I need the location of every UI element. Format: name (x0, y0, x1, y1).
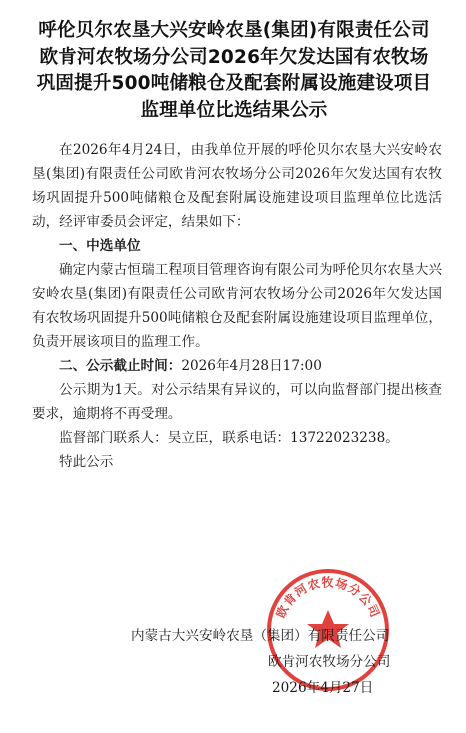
signature-date: 2026年4月27日 (272, 680, 374, 696)
section-1-heading: 一、中选单位 (59, 238, 141, 254)
section-2-paragraph: 公示期为1天。对公示结果有异议的，可以向监督部门提出核查要求，逾期将不再受理。 (32, 382, 442, 422)
signature-organization: 内蒙古大兴安岭农垦（集团）有限责任公司 (131, 628, 390, 644)
closing-line: 特此公示 (59, 454, 114, 470)
document-title: 呼伦贝尔农垦大兴安岭农垦(集团)有限责任公司欧肯河农牧场分公司2026年欠发达国有农牧场巩固提升500吨储粮仓及配套附属设施建设项目监理单位比选结果公示 (36, 20, 432, 121)
document-body (32, 138, 442, 474)
seal-text: 欧肯河农牧场分公司 (273, 575, 383, 621)
intro-paragraph: 在2026年4月24日，由我单位开展的呼伦贝尔农垦大兴安岭农垦(集团)有限责任公司欧肯河农牧场分公司2026年欠发达国有农牧场巩固提升500吨储粮仓及配套附属设施建设项目监理单位比选活动，经评审委员会评定，结果如下： (32, 142, 442, 230)
signature-branch: 欧肯河农牧场分公司 (268, 654, 391, 670)
deadline-value: 2026年4月28日17:00 (181, 358, 322, 374)
contact-line: 监督部门联系人：吴立臣，联系电话：13722023238。 (59, 430, 399, 446)
section-1-paragraph: 确定内蒙古恒瑞工程项目管理咨询有限公司为呼伦贝尔农垦大兴安岭农垦(集团)有限责任公司欧肯河农牧场分公司2026年欠发达国有农牧场巩固提升500吨储粮仓及配套附属设施建设项目监理单位，负责开展该项目的监理工作。 (32, 262, 442, 350)
section-2-line (32, 354, 442, 378)
section-2-heading: 二、公示截止时间： (59, 358, 182, 374)
